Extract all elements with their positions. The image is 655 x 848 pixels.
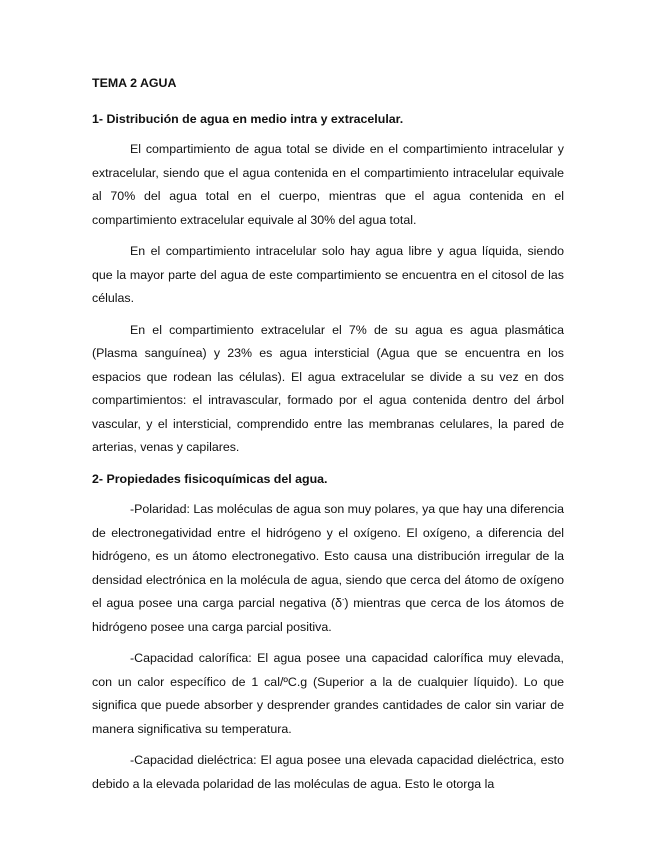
section-1-heading: 1- Distribución de agua en medio intra y extracelular. (92, 111, 404, 126)
polaridad-text-start: -Polaridad: Las moléculas de agua son muy polares, ya que hay una diferencia de electronegatividad entre el hidrógeno y el oxígeno. El oxígeno, a diferencia del hidrógeno, es un átomo electronegativo. Esto causa una distribución irregular de la densidad electrónica en la molécula de agua, siendo que cerca del átomo de oxígeno el agua posee una carga parcial negativa (δ (92, 502, 564, 610)
section-1-paragraph-2: En el compartimiento intracelular solo hay agua libre y agua líquida, siendo que la mayor parte del agua de este compartimiento se encuentra en el citosol de las células. (92, 244, 564, 305)
section-1-paragraph-1: El compartimiento de agua total se divide en el compartimiento intracelular y extracelular, siendo que el agua contenida en el compartimiento intracelular equivale al 70% del agua total en el cuerpo, mientras que el agua contenida en el compartimiento extracelular equivale al 30% del agua total. (92, 142, 564, 227)
document-title: TEMA 2 AGUA (92, 76, 177, 90)
section-1-paragraph-3: En el compartimiento extracelular el 7% de su agua es agua plasmática (Plasma sanguínea) y 23% es agua intersticial (Agua que se encuentra en los espacios que rodean las células). El agua extracelular se divide a su vez en dos compartimientos: el intravascular, formado por el agua contenida dentro del árbol vascular, y el intersticial, comprendido entre las membranas celulares, la pared de arterias, venas y capilares. (92, 322, 564, 454)
section-2-paragraph-capacidad-calorifica: -Capacidad calorífica: El agua posee una capacidad calorífica muy elevada, con un calor específico de 1 cal/ºC.g (Superior a la de cualquier líquido). Lo que significa que puede absorber y desprender grandes cantidades de calor sin variar de manera significativa su temperatura. (92, 651, 564, 736)
document-page (92, 72, 564, 804)
section-2-paragraph-polaridad (92, 498, 564, 639)
partial-charge-superscript: - (342, 596, 345, 604)
polaridad-text-end: ) mientras que cerca de los átomos de hidrógeno posee una carga parcial positiva. (92, 596, 565, 634)
section-2-paragraph-capacidad-dielectrica: -Capacidad dieléctrica: El agua posee una elevada capacidad dieléctrica, esto debido a la elevada polaridad de las moléculas de agua. Esto le otorga la (92, 753, 564, 791)
section-2-heading: 2- Propiedades fisicoquímicas del agua. (92, 471, 328, 486)
